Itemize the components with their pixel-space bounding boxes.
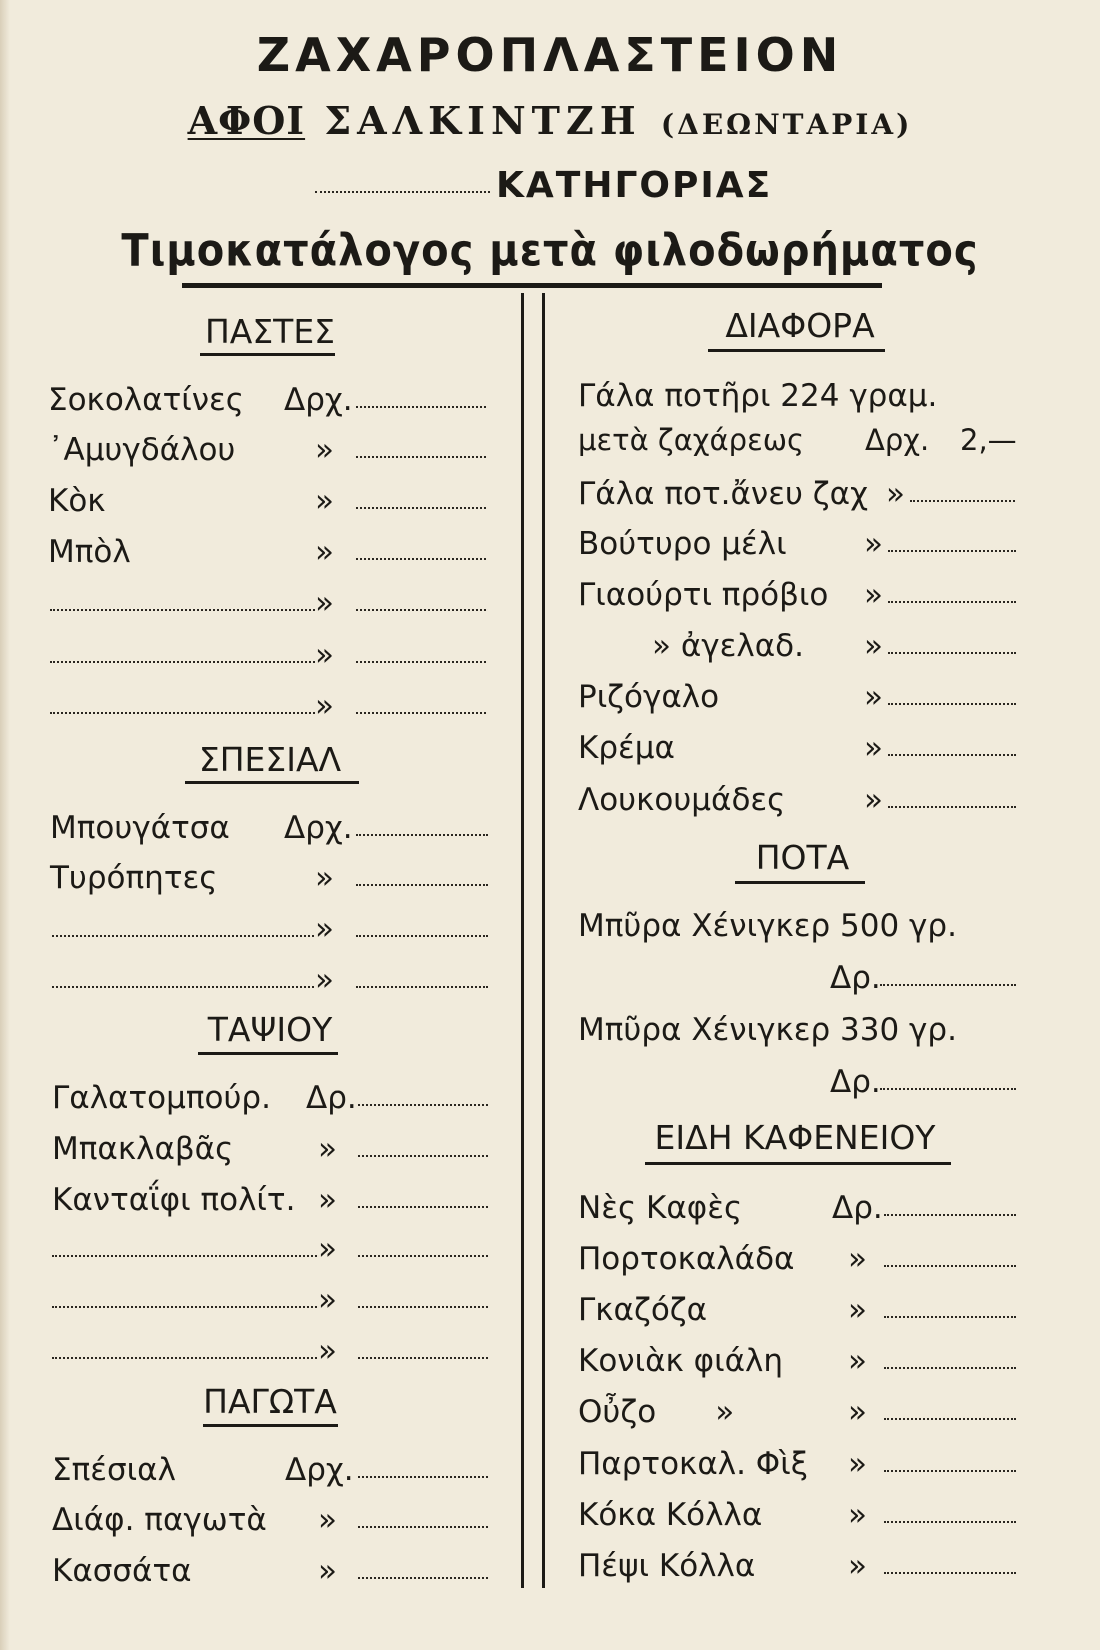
menu-item: Γαλατομπούρ. <box>52 1080 271 1116</box>
section-heading: ΠΟΤΑ <box>755 838 850 877</box>
menu-item: Μπῦρα Χένιγκερ 500 γρ. <box>578 908 957 944</box>
price-mark: » <box>318 1182 337 1218</box>
menu-item: Τυρόπητες <box>50 860 218 896</box>
section-heading: ΔΙΑΦΟΡΑ <box>725 306 875 345</box>
price-blank <box>884 1367 1016 1369</box>
price-mark: Δρ. <box>306 1080 357 1116</box>
price-blank <box>888 550 1016 552</box>
price-blank <box>356 834 488 836</box>
price-mark: » <box>315 962 334 998</box>
price-mark: » <box>315 637 334 673</box>
price-mark: » <box>315 432 334 468</box>
price-mark: » <box>318 1553 337 1589</box>
section-heading: ΣΠΕΣΙΑΛ <box>198 740 342 779</box>
owners-prefix: ΑΦΟΙ <box>187 98 306 143</box>
menu-item: Μπουγάτσα <box>50 810 230 846</box>
price-mark: » <box>318 1131 337 1167</box>
shop-type-title: ΖΑΧΑΡΟΠΛΑΣΤΕΙΟΝ <box>256 28 844 82</box>
menu-item: » ἀγελαδ. <box>652 628 804 664</box>
price-blank <box>358 1255 488 1257</box>
owners-name: ΣΑΛΚΙΝΤΖΗ <box>324 98 642 143</box>
heading-underline <box>645 1162 951 1165</box>
price-blank <box>358 1357 488 1359</box>
menu-item: Γάλα ποτῆρι 224 γραμ. <box>578 378 938 414</box>
price-mark: » <box>864 526 883 562</box>
price-mark: » <box>848 1446 867 1482</box>
section-heading: ΠΑΓΩΤΑ <box>203 1382 337 1421</box>
price-mark: » <box>315 688 334 724</box>
column-divider-left <box>521 293 524 1588</box>
price-mark: » <box>886 476 905 512</box>
heading-underline <box>708 349 885 352</box>
price-blank <box>888 806 1016 808</box>
price-blank <box>356 712 486 714</box>
item-name-blank <box>52 1255 317 1257</box>
price-blank <box>880 984 1016 986</box>
item-name-blank <box>50 609 315 611</box>
price-blank <box>884 1572 1016 1574</box>
price-mark: Δρ. <box>832 1190 883 1226</box>
menu-item: Πέψι Κόλλα <box>578 1548 756 1584</box>
price-mark: Δρχ. <box>285 1452 354 1488</box>
price-mark: Δρ. <box>830 1064 881 1100</box>
price-blank <box>358 1306 488 1308</box>
price-mark: » <box>318 1333 337 1369</box>
price-mark: » <box>315 534 334 570</box>
item-name-blank <box>50 661 315 663</box>
price-blank <box>358 1526 488 1528</box>
price-mark: » <box>315 860 334 896</box>
menu-item: Ριζόγαλο <box>578 679 720 715</box>
menu-item: Γιαούρτι πρόβιο <box>578 577 829 613</box>
price-blank <box>356 661 486 663</box>
price-blank <box>888 601 1016 603</box>
price-blank <box>358 1577 488 1579</box>
menu-item: Κονιὰκ φιάλη <box>578 1343 784 1379</box>
price-mark: » <box>315 483 334 519</box>
price-blank <box>358 1476 488 1478</box>
category-line <box>315 165 772 206</box>
price-mark: » <box>848 1343 867 1379</box>
section-heading: ΕΙΔΗ ΚΑΦΕΝΕΙΟΥ <box>654 1118 936 1157</box>
menu-item: Σοκολατίνες <box>48 382 244 418</box>
price-mark: » <box>318 1502 337 1538</box>
price-mark: Δρχ. <box>284 382 353 418</box>
price-blank <box>356 935 488 937</box>
heading-underline <box>203 1424 338 1427</box>
price-mark: Δρ. <box>830 960 881 996</box>
price-mark: » <box>318 1231 337 1267</box>
item-name-blank <box>52 1306 317 1308</box>
price-mark: » <box>848 1497 867 1533</box>
price-mark: Δρχ. <box>284 810 353 846</box>
menu-item: Κὸκ <box>48 483 106 519</box>
price-mark: » <box>864 679 883 715</box>
price-blank <box>356 558 486 560</box>
price-mark: » <box>848 1241 867 1277</box>
category-blank <box>315 191 490 193</box>
owners-line <box>0 98 1100 143</box>
menu-item: Λουκουμάδες <box>578 782 786 818</box>
category-label: ΚΑΤΗΓΟΡΙΑΣ <box>496 165 773 206</box>
price-mark: » <box>315 585 334 621</box>
menu-item: Κόκα Κόλλα <box>578 1497 763 1533</box>
price-blank <box>888 754 1016 756</box>
section-heading: ΠΑΣΤΕΣ <box>204 312 336 351</box>
price-blank <box>884 1214 1016 1216</box>
price-value: 2,— <box>960 423 1017 457</box>
menu-item: Νὲς Καφὲς <box>578 1190 743 1226</box>
price-blank <box>356 406 486 408</box>
menu-item: Κασσάτα <box>52 1553 192 1589</box>
price-blank <box>888 703 1016 705</box>
price-blank <box>356 609 486 611</box>
price-blank <box>884 1470 1016 1472</box>
price-blank <box>880 1088 1016 1090</box>
menu-item: Γκαζόζα <box>578 1292 708 1328</box>
column-divider-right <box>542 293 545 1588</box>
item-name-blank <box>50 712 315 714</box>
section-heading: ΤΑΨΙΟΥ <box>207 1010 333 1049</box>
price-blank <box>884 1265 1016 1267</box>
heading-underline <box>198 1052 338 1055</box>
price-blank <box>356 507 486 509</box>
menu-item: Διάφ. παγωτὰ <box>52 1502 267 1538</box>
price-mark: Δρχ. <box>865 423 930 457</box>
heading-underline <box>185 781 359 784</box>
location: (ΔΕΩΝΤΑΡΙΑ) <box>660 108 913 141</box>
menu-item: ᾿Αμυγδάλου <box>48 432 236 468</box>
price-mark: » <box>315 911 334 947</box>
heading-underline <box>735 881 865 884</box>
price-blank <box>358 1104 488 1106</box>
price-blank <box>884 1418 1016 1420</box>
menu-item: Κρέμα <box>578 730 675 766</box>
price-blank <box>888 652 1016 654</box>
menu-item: μετὰ ζαχάρεως <box>578 423 805 457</box>
menu-item: Σπέσιαλ <box>52 1452 176 1488</box>
price-blank <box>910 500 1015 502</box>
price-mark: » <box>848 1292 867 1328</box>
menu-item: Γάλα ποτ.ἄνευ ζαχ <box>578 476 868 512</box>
item-name-blank <box>52 935 314 937</box>
menu-item: Βούτυρο μέλι <box>578 526 787 562</box>
price-mark: » <box>848 1394 867 1430</box>
item-name-blank <box>52 1357 317 1359</box>
price-blank <box>884 1316 1016 1318</box>
menu-item: Μπακλαβᾶς <box>52 1131 234 1167</box>
price-mark: » <box>848 1548 867 1584</box>
price-mark: » <box>864 730 883 766</box>
menu-item: Μπὸλ <box>48 534 131 570</box>
menu-item: Μπῦρα Χένιγκερ 330 γρ. <box>578 1012 957 1048</box>
item-name-blank <box>52 986 314 988</box>
price-mark: » <box>864 782 883 818</box>
price-blank <box>356 986 488 988</box>
price-blank <box>356 456 486 458</box>
price-blank <box>884 1521 1016 1523</box>
price-mark: » <box>318 1282 337 1318</box>
price-list-title: Τιμοκατάλογος μετὰ φιλοδωρήματος <box>121 225 979 277</box>
title-rule <box>182 283 882 288</box>
price-blank <box>358 1206 488 1208</box>
price-blank <box>358 1155 488 1157</box>
price-blank <box>356 884 488 886</box>
menu-item: Πορτοκαλάδα <box>578 1241 795 1277</box>
heading-underline <box>200 353 335 356</box>
price-mark: » <box>864 577 883 613</box>
menu-item: Παρτοκαλ. Φὶξ <box>578 1446 808 1482</box>
menu-item: Οὖζο » <box>578 1394 735 1430</box>
menu-item: Κανταΐφι πολίτ. <box>52 1182 296 1218</box>
price-mark: » <box>864 628 883 664</box>
